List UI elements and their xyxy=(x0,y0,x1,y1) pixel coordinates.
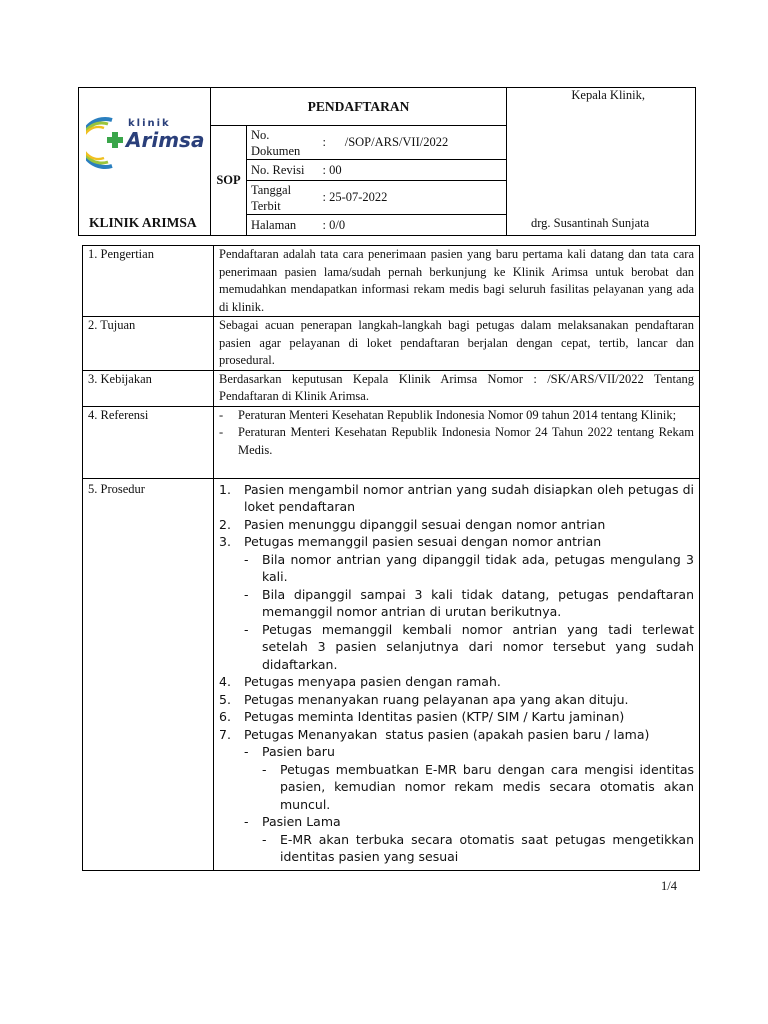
page-number: 1/4 xyxy=(661,879,677,893)
section-text-pengertian: Pendaftaran adalah tata cara penerimaan pasien yang baru pertama kali datang dan tata cara penerimaan pasien lama/sudah pernah berkunjung ke Klinik Arimsa untuk berobat dan memudahkan mendapatkan informasi rekam medis bagi seluruh fasilitas pelayanan yang ada di klinik. xyxy=(214,246,700,317)
clinic-logo xyxy=(86,114,206,170)
field-value-tanggal-terbit: : 25-07-2022 xyxy=(321,181,507,215)
field-value-halaman: : 0/0 xyxy=(321,215,507,236)
section-text-kebijakan: Berdasarkan keputusan Kepala Klinik Arimsa Nomor : /SK/ARS/VII/2022 Tentang Pendaftaran di Klinik Arimsa. xyxy=(214,370,700,406)
section-label-tujuan: 2. Tujuan xyxy=(83,317,214,371)
procedure-step-7: 7. Petugas Menanyakan status pasien (apakah pasien baru / lama) xyxy=(219,726,650,742)
logo-small-text: klinik xyxy=(128,118,171,129)
signer-title: Kepala Klinik, xyxy=(571,88,645,102)
signer-name: drg. Susantinah Sunjata xyxy=(531,216,650,230)
procedure-substep: - Bila dipanggil sampai 3 kali tidak datang, petugas pendaftaran memanggil nomor antrian di urutan berikutnya. xyxy=(244,586,694,619)
procedure-step-3: 3. Petugas memanggil pasien sesuai dengan nomor antrian xyxy=(219,534,602,549)
field-value-no-revisi: : 00 xyxy=(321,160,507,181)
row-pengertian xyxy=(83,246,700,317)
field-value-no-dokumen: : /SOP/ARS/VII/2022 xyxy=(321,126,507,160)
procedure-step-4: 4. Petugas menyapa pasien dengan ramah. xyxy=(219,674,501,689)
signature-cell xyxy=(507,88,696,236)
sop-content-table xyxy=(82,245,700,871)
procedure-step-1: 1. Pasien mengambil nomor antrian yang sudah disiapkan oleh petugas di loket pendaftaran xyxy=(219,481,694,514)
section-content-prosedur xyxy=(214,478,700,870)
procedure-substep: - Petugas memanggil kembali nomor antrian yang tadi terlewat setelah 3 pasien selanjutnya dari nomor tersebut yang sudah didaftarkan. xyxy=(244,621,694,672)
clinic-name: KLINIK ARIMSA xyxy=(89,215,197,230)
section-label-referensi: 4. Referensi xyxy=(83,406,214,478)
procedure-substep-pasien-baru: - Pasien baru xyxy=(244,744,335,759)
logo-large-text: Arimsa xyxy=(126,128,205,152)
field-label-no-revisi: No. Revisi xyxy=(247,160,321,181)
procedure-detail-pasien-lama: - E-MR akan terbuka secara otomatis saat petugas mengetikkan identitas pasien yang sesuai xyxy=(262,831,694,864)
section-content-referensi xyxy=(214,406,700,478)
procedure-substep: - Bila nomor antrian yang dipanggil tidak ada, petugas mengulang 3 kali. xyxy=(244,551,694,584)
procedure-step-6: 6. Petugas meminta Identitas pasien (KTP/ SIM / Kartu jaminan) xyxy=(219,709,625,724)
reference-item: - Peraturan Menteri Kesehatan Republik Indonesia Nomor 09 tahun 2014 tentang Klinik; xyxy=(219,407,694,425)
procedure-step-5: 5. Petugas menanyakan ruang pelayanan apa yang akan dituju. xyxy=(219,691,629,707)
row-kebijakan xyxy=(83,370,700,406)
header-table xyxy=(78,87,696,236)
procedure-substep-pasien-lama: - Pasien Lama xyxy=(244,814,341,829)
procedure-step-2: 2. Pasien menunggu dipanggil sesuai dengan nomor antrian xyxy=(219,516,606,532)
section-label-kebijakan: 3. Kebijakan xyxy=(83,370,214,406)
reference-text: Peraturan Menteri Kesehatan Republik Indonesia Nomor 24 Tahun 2022 tentang Rekam Medis. xyxy=(238,425,694,457)
section-text-tujuan: Sebagai acuan penerapan langkah-langkah bagi petugas dalam melaksanakan pendaftaran pasien agar pelayanan di loket pendaftaran berjalan dengan cepat, tertib, lancar dan prosedural. xyxy=(214,317,700,371)
row-prosedur xyxy=(83,478,700,870)
procedure-detail-pasien-baru: - Petugas membuatkan E-MR baru dengan cara mengisi identitas pasien, kemudian nomor rekam medis secara otomatis akan muncul. xyxy=(262,761,694,812)
document-title: PENDAFTARAN xyxy=(211,88,507,126)
reference-item: - Peraturan Menteri Kesehatan Republik Indonesia Nomor 24 Tahun 2022 tentang Rekam Medis. xyxy=(219,424,694,459)
logo-cell xyxy=(79,88,211,236)
reference-text: Peraturan Menteri Kesehatan Republik Indonesia Nomor 09 tahun 2014 tentang Klinik; xyxy=(238,407,677,422)
section-label-prosedur: 5. Prosedur xyxy=(83,478,214,870)
section-label-pengertian: 1. Pengertian xyxy=(83,246,214,317)
row-tujuan xyxy=(83,317,700,371)
field-label-no-dokumen: No. Dokumen xyxy=(247,126,321,160)
row-referensi xyxy=(83,406,700,478)
field-label-tanggal-terbit: Tanggal Terbit xyxy=(247,181,321,215)
field-label-halaman: Halaman xyxy=(247,215,321,236)
sop-label: SOP xyxy=(211,126,247,236)
